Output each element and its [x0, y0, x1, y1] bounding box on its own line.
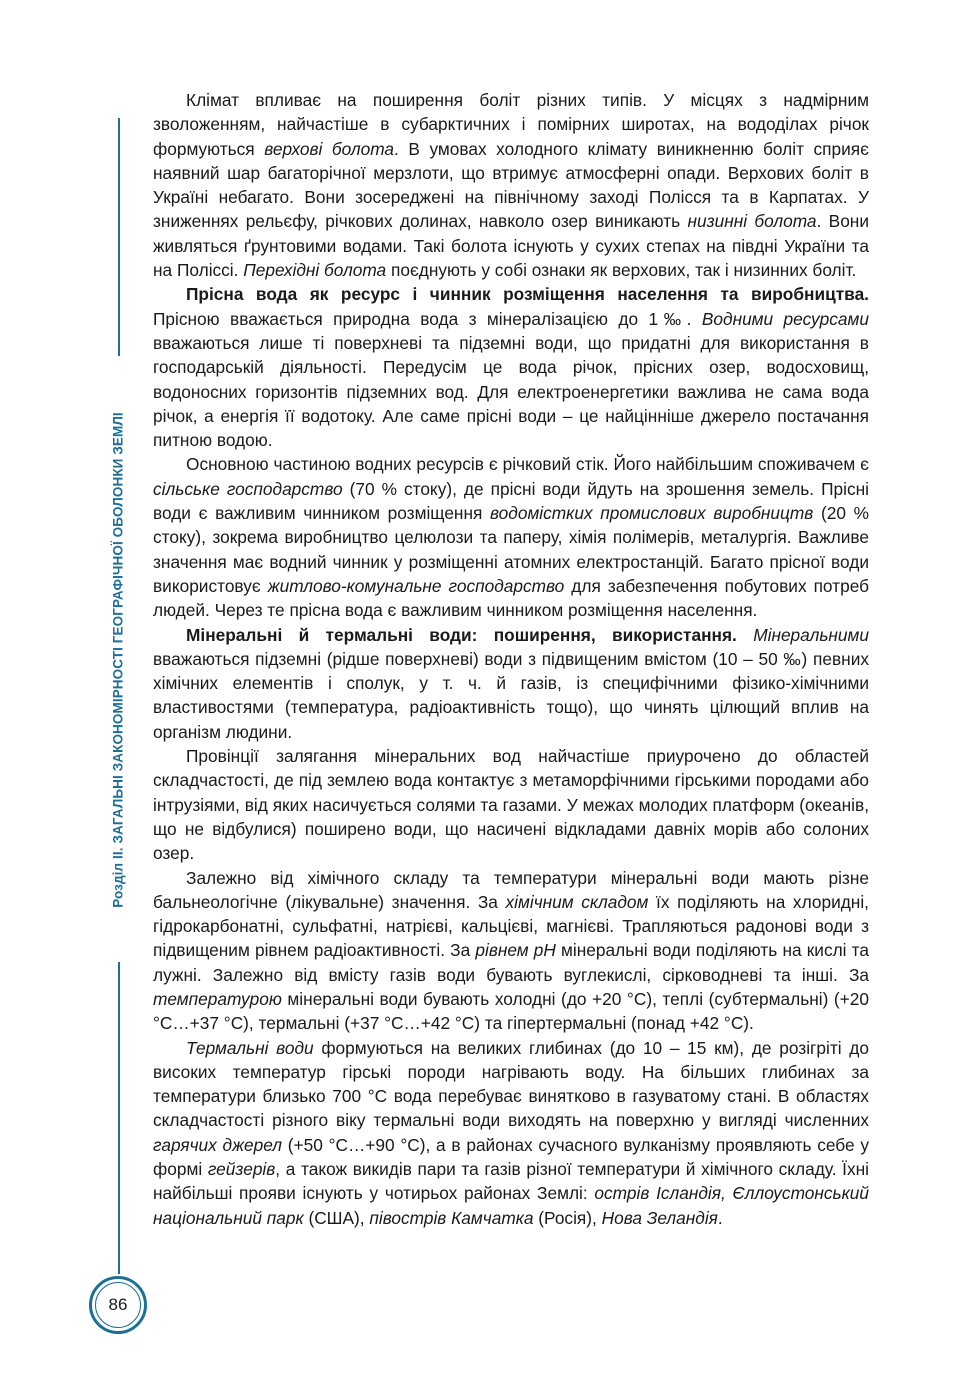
text-run: вважаються підземні (рідше поверхневі) води з підвищеним вмістом (10 – 50 ‰) певних хімічних елементів і сполук, у т. ч. й газів, із специфічними фізико-хімічними властивостями (температура, радіоактивність тощо), що чинять цілющий вплив на організм людини.: [153, 648, 869, 742]
text-run: (США),: [303, 1207, 370, 1228]
text-run: поєднують у собі ознаки як верхових, так і низинних боліт.: [386, 260, 857, 281]
paragraph: [153, 866, 869, 1036]
text-run: Прісною вважається природна вода з мінералізацією до 1‰.: [153, 308, 702, 329]
section-title: Розділ II. ЗАГАЛЬНІ ЗАКОНОМІРНОСТІ ГЕОГРАФІЧНОЇ ОБОЛОНКИ ЗЕМЛІ: [110, 412, 126, 908]
text-run: (Росія),: [533, 1207, 602, 1228]
text-run: Залежно від хімічного складу та температури мінеральні води мають різне бальнеологічне (лікувальне) значення. За: [153, 867, 869, 912]
text-run: (70 % стоку), де прісні води йдуть на зрошення земель. Прісні води є важливим чинником розміщення: [153, 478, 869, 524]
italic-term: гейзерів: [207, 1159, 276, 1180]
italic-term: низинні болота: [687, 211, 817, 232]
text-run: формуються на великих глибинах (до 10 – 15 км), де розігріті до високих температур гірські породи нагрівають воду. На більших глибинах за температури близько 700 °С вода перебуває винятково в газуватому стані. В областях складчастості різного віку термальні води виходять на поверхню у вигляді численних: [153, 1037, 869, 1131]
italic-term: Термальні води: [186, 1037, 314, 1058]
italic-term: рівнем рН: [475, 940, 556, 961]
text-run: .: [717, 1207, 723, 1228]
paragraph: [153, 1036, 869, 1230]
sidebar-rule-bottom: [118, 962, 120, 1274]
italic-term: житлово-комунальне господарство: [267, 575, 565, 596]
text-run: . Вони живляться ґрунтовими водами. Такі болота існують у сухих степах на півдні України та на Поліссі.: [153, 211, 869, 281]
italic-term: Перехідні болота: [243, 260, 387, 281]
italic-term: півострів Камчатка: [369, 1207, 534, 1228]
italic-term: водомістких промислових виробництв: [490, 503, 814, 524]
paragraph-heading: Мінеральні й термальні води: поширення, використання.: [186, 624, 737, 645]
paragraph-heading: Прісна вода як ресурс і чинник розміщення населення та виробництва.: [186, 284, 869, 305]
text-run: [737, 625, 753, 645]
text-run: їх поділяють на хлоридні, гідрокарбонатні, сульфатні, натрієві, кальцієві, магнієві. Трапляються радонові води з підвищеним рівнем радіоактивності. За: [153, 891, 869, 961]
sidebar-rule-top: [118, 118, 120, 356]
text-run: Провінції залягання мінеральних вод найчастіше приурочено до областей складчастості, де під землею вода контактує з метаморфічними гірськими породами або інтрузіями, від яких насичується солями та газами. У межах молодих платформ (океанів, що не відбулися) поширено води, що насичені відкладами давніх морів або солоних озер.: [153, 746, 869, 864]
text-run: вважаються лише ті поверхневі та підземні води, що придатні для використання в господарській діяльності. Передусім це вода річок, прісних озер, водосховищ, водоносних горизонтів підземних вод. Для електроенергетики важлива не сама вода річок, а енергія її водотоку. Але саме прісні води – це найцінніше джерело постачання питною водою.: [153, 332, 869, 451]
italic-term: сільське господарство: [153, 478, 343, 499]
text-run: мінеральні води бувають холодні (до +20 °С), теплі (субтермальні) (+20 °С…+37 °С), термальні (+37 °С…+42 °С) та гіпертермальні (понад +42 °С).: [153, 988, 869, 1034]
italic-term: Нова Зеландія: [601, 1207, 718, 1228]
text-run: мінеральні води поділяють на кислі та лужні. Залежно від вмісту газів води бувають вуглекислі, сірководневі та інші. За: [153, 940, 870, 985]
paragraph: [153, 88, 869, 282]
paragraph: [153, 452, 869, 622]
body-text: [153, 88, 869, 1230]
text-run: для забезпечення побутових потреб людей. Через те прісна вода є важливим чинником розміщення населення.: [153, 575, 870, 621]
text-run: Клімат впливає на поширення боліт різних типів. У місцях з надмірним зволоженням, найчастіше в субарктичних і помірних широтах, на вододілах річок формуються: [153, 90, 869, 159]
italic-term: хімічним складом: [505, 891, 649, 912]
text-run: . В умовах холодного клімату виникненню боліт сприяє наявний шар багаторічної мерзлоти, що втримує атмосферні опади. Верхових боліт в Україні небагато. Вони зосереджені на північному заході Полісся та в Карпатах. У зниженнях рельєфу, річкових долинах, навколо озер виникають: [153, 138, 869, 232]
italic-term: верхові болота: [264, 138, 395, 159]
text-run: , а також викидів пари та газів різної температури й хімічного складу. Їхні найбільші прояви існують у чотирьох районах Землі:: [153, 1159, 869, 1204]
paragraph: [153, 282, 869, 452]
text-run: Основною частиною водних ресурсів є річковий стік. Його найбільшим споживачем є: [186, 454, 869, 475]
italic-term: гарячих джерел: [153, 1134, 282, 1155]
italic-term: Мінеральними: [753, 624, 869, 645]
text-run: (+50 °С…+90 °С), а в районах сучасного вулканізму проявляють себе у формі: [153, 1134, 870, 1180]
page-number-badge: [89, 1276, 147, 1334]
page-number: 86: [108, 1295, 128, 1314]
text-run: (20 % стоку), зокрема виробництво целюлози та паперу, хімія полімерів, металургія. Важливе значення має водний чинник у розміщенні атомних електростанцій. Багато прісної води використовує: [153, 503, 869, 596]
paragraph: [153, 744, 869, 865]
italic-term: температурою: [153, 988, 282, 1009]
italic-term: острів Ісландія, Єллоустонський національний парк: [153, 1183, 870, 1228]
paragraph: [153, 623, 869, 744]
italic-term: Водними ресурсами: [701, 308, 869, 329]
